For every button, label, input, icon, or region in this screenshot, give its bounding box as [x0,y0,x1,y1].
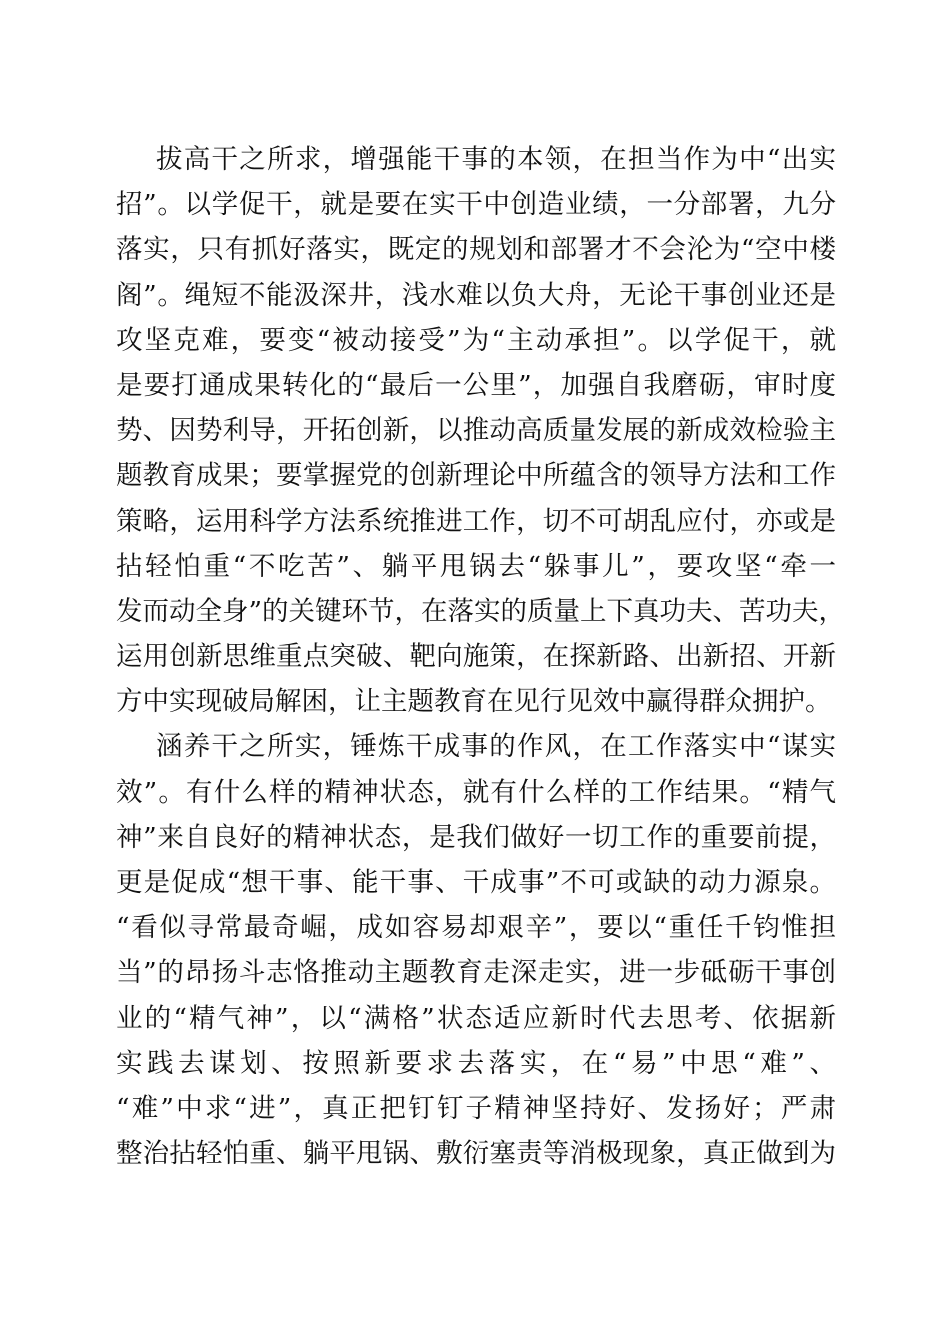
text-line: 发而动全身”的关键环节，在落实的质量上下真功夫、苦功夫， [116,595,846,627]
paragraph-1 [116,137,846,724]
text-line: 更是促成“想干事、能干事、干成事”不可或缺的动力源泉。 [116,867,836,898]
paragraph-2 [116,724,836,1176]
text-line: 势、因势利导，开拓创新，以推动高质量发展的新成效检验主 [116,415,836,447]
text-line: 拔高干之所求，增强能干事的本领，在担当作为中“出实 [156,144,836,175]
text-line: 整治拈轻怕重、躺平甩锅、敷衍塞责等消极现象，真正做到为 [116,1138,836,1170]
text-line: 运用创新思维重点突破、靶向施策，在探新路、出新招、开新 [116,641,836,673]
text-line: 涵养干之所实，锤炼干成事的作风，在工作落实中“谋实 [156,731,836,763]
text-line: 业的“精气神”，以“满格”状态适应新时代去思考、依据新 [116,1002,836,1034]
text-line: “看似寻常最奇崛，成如容易却艰辛”，要以“重任千钧惟担 [116,912,836,944]
text-line: 方中实现破局解困，让主题教育在见行见效中赢得群众拥护。 [116,686,832,718]
text-line: 当”的昂扬斗志恪推动主题教育走深走实，进一步砥砺干事创 [116,957,836,989]
text-line: 攻坚克难，要变“被动接受”为“主动承担”。以学促干，就 [116,324,836,356]
text-line: 神”来自良好的精神状态，是我们做好一切工作的重要前提， [116,821,836,853]
text-line: 效”。有什么样的精神状态，就有什么样的工作结果。“精气 [116,776,836,808]
text-line: 是要打通成果转化的“最后一公里”，加强自我磨砺，审时度 [116,369,836,401]
text-line: 落实，只有抓好落实，既定的规划和部署才不会沦为“空中楼 [116,234,836,266]
text-line: 实践去谋划、按照新要求去落实，在“易”中思“难”、 [116,1047,836,1079]
text-line: 阁”。绳短不能汲深井，浅水难以负大舟，无论干事创业还是 [116,279,836,311]
text-line: 策略，运用科学方法系统推进工作，切不可胡乱应付，亦或是 [116,505,836,537]
text-line: “难”中求“进”，真正把钉钉子精神坚持好、发扬好；严肃 [116,1092,836,1124]
document-body [116,137,846,1176]
text-line: 拈轻怕重“不吃苦”、躺平甩锅去“躲事儿”，要攻坚“牵一 [116,550,836,582]
text-line: 招”。以学促干，就是要在实干中创造业绩，一分部署，九分 [116,189,836,221]
text-line: 题教育成果；要掌握党的创新理论中所蕴含的领导方法和工作 [116,460,836,492]
